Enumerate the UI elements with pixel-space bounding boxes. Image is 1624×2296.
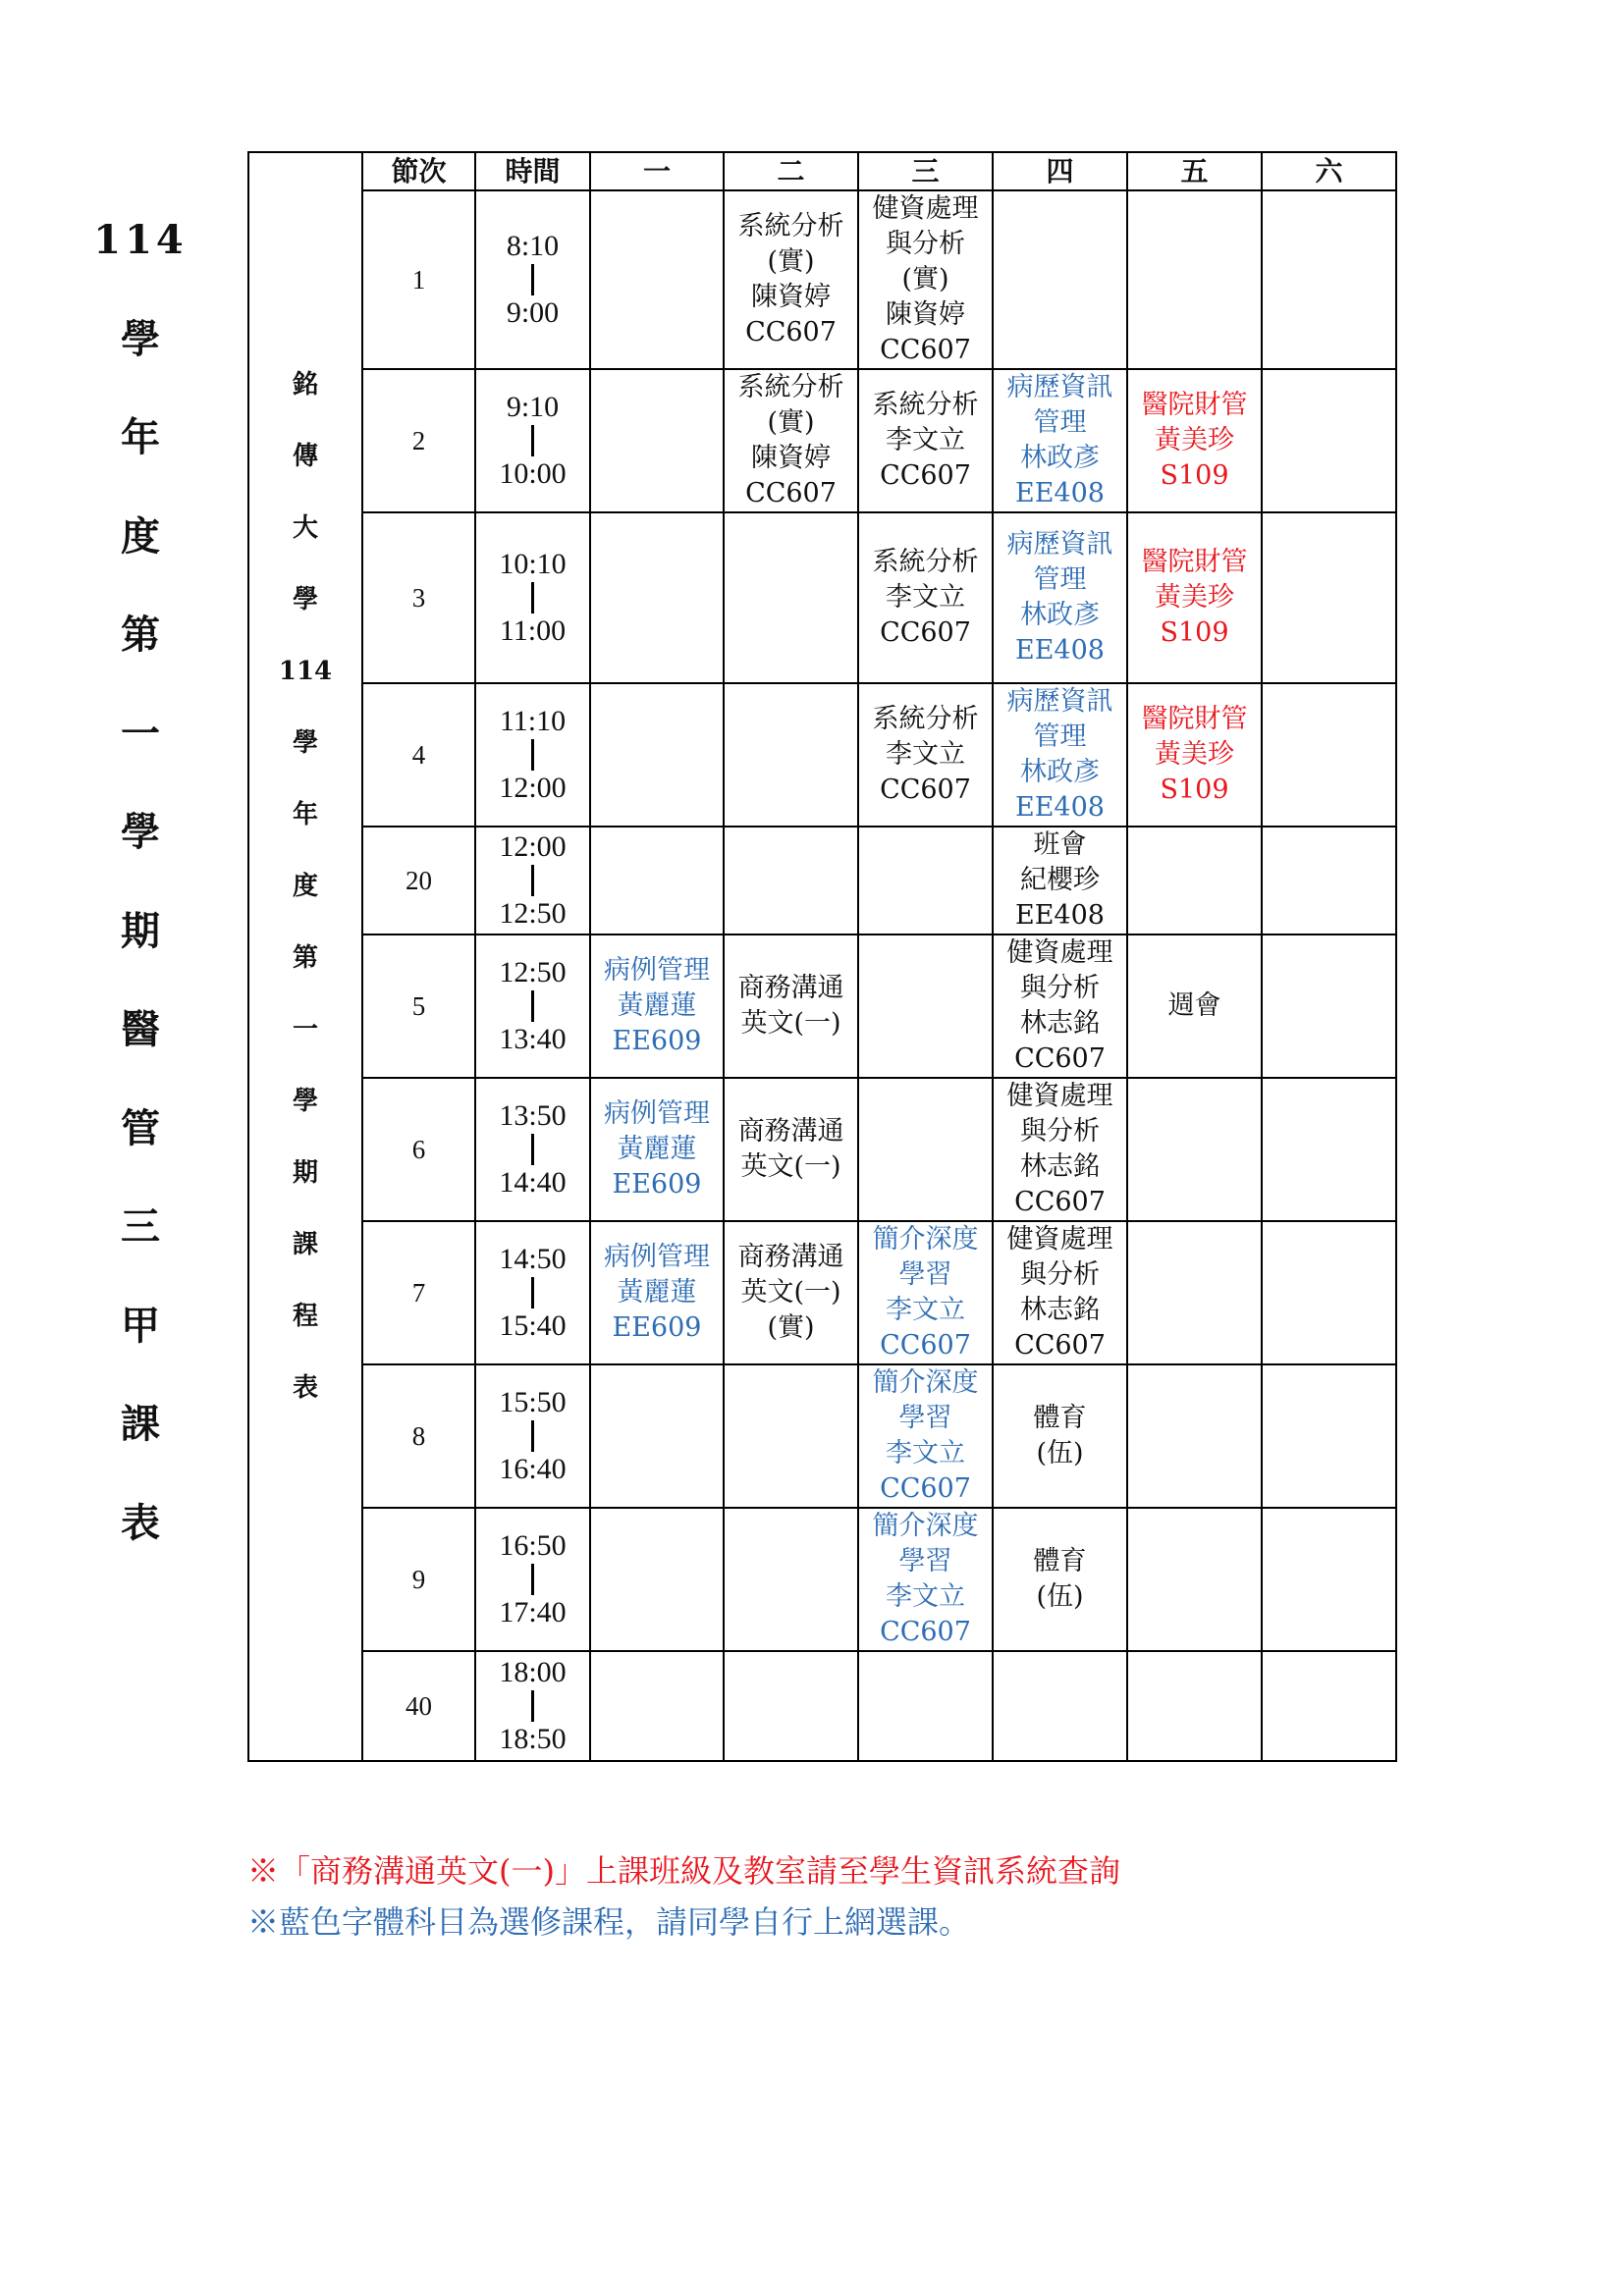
- title-char: 年: [121, 414, 160, 460]
- side-label-char: 一: [292, 1015, 318, 1044]
- course-cell: [724, 827, 858, 934]
- time-start: 12:50: [499, 956, 567, 988]
- period-cell: 9: [362, 1508, 475, 1651]
- course-cell: [858, 1651, 993, 1761]
- time-range: [476, 830, 589, 931]
- time-end: 18:50: [499, 1723, 567, 1755]
- course-line: 學習: [898, 1546, 952, 1576]
- time-separator: [531, 1690, 534, 1722]
- header-day: 三: [858, 152, 993, 190]
- course-cell: [724, 1508, 858, 1651]
- time-end: 15:40: [499, 1309, 567, 1342]
- course-line: 系統分析: [737, 211, 844, 241]
- course-cell: [993, 934, 1127, 1078]
- time-start: 10:10: [499, 548, 567, 580]
- course-cell: [1262, 1078, 1396, 1221]
- course-line: 管理: [1033, 721, 1087, 752]
- time-end: 16:40: [499, 1453, 567, 1485]
- course-line: 黃麗蓮: [617, 1134, 697, 1164]
- course-cell: [724, 1364, 858, 1508]
- course-line: 林政彥: [1020, 757, 1100, 787]
- course-line: 林政彥: [1020, 600, 1100, 630]
- time-separator: [531, 865, 534, 896]
- course-line: 黃美珍: [1155, 425, 1234, 455]
- course-cell: [858, 369, 993, 512]
- side-label-char: 銘: [292, 370, 318, 400]
- course-line: 簡介深度: [872, 1511, 979, 1541]
- course-cell: [590, 1078, 724, 1221]
- course-cell: [1262, 369, 1396, 512]
- course-cell: [1262, 827, 1396, 934]
- time-separator: [531, 582, 534, 614]
- course-line: 病例管理: [604, 1242, 710, 1272]
- course-cell: [993, 1078, 1127, 1221]
- side-label-char: 114: [278, 657, 333, 686]
- course-cell: [858, 190, 993, 369]
- course-cell: [993, 827, 1127, 934]
- course-cell: [590, 827, 724, 934]
- course-line: CC607: [745, 317, 837, 347]
- title-year: 114: [93, 217, 188, 263]
- course-line: 班會: [1033, 829, 1087, 860]
- course-line: S109: [1160, 460, 1229, 491]
- title-char: 學: [121, 315, 160, 362]
- course-line: CC607: [880, 1473, 971, 1504]
- course-cell: [858, 1508, 993, 1651]
- header-day: 二: [724, 152, 858, 190]
- course-line: EE408: [1015, 635, 1105, 666]
- title-char: 度: [121, 512, 160, 560]
- time-start: 13:50: [499, 1099, 567, 1132]
- course-line: 健資處理: [1006, 1081, 1113, 1111]
- time-start: 16:50: [499, 1529, 567, 1562]
- course-cell: [1262, 190, 1396, 369]
- header-day: 五: [1127, 152, 1262, 190]
- header-row: [248, 152, 1396, 190]
- course-line: 黃美珍: [1155, 582, 1234, 613]
- course-cell: [993, 369, 1127, 512]
- course-cell: [993, 1221, 1127, 1364]
- time-range: [476, 548, 589, 648]
- period-cell: 6: [362, 1078, 475, 1221]
- time-start: 18:00: [499, 1656, 567, 1688]
- course-cell: [1127, 1078, 1262, 1221]
- course-line: 病例管理: [604, 1098, 710, 1129]
- course-line: 體育: [1033, 1403, 1087, 1433]
- time-range: [476, 1529, 589, 1629]
- side-label-char: 度: [292, 872, 318, 901]
- title-char: 醫: [121, 1006, 160, 1052]
- course-line: (實): [767, 246, 815, 277]
- course-cell: [1262, 512, 1396, 683]
- time-end: 17:40: [499, 1596, 567, 1629]
- course-cell: [993, 1651, 1127, 1761]
- course-line: (伍): [1036, 1438, 1084, 1468]
- header-time: 時間: [475, 152, 590, 190]
- course-line: 李文立: [886, 1581, 965, 1612]
- course-line: 病例管理: [604, 955, 710, 986]
- course-line: 英文(一): [740, 1277, 841, 1308]
- course-line: 林政彥: [1020, 443, 1100, 473]
- course-line: 健資處理: [872, 193, 979, 224]
- course-line: EE609: [612, 1169, 702, 1200]
- time-range: [476, 1656, 589, 1756]
- course-cell: [1262, 683, 1396, 827]
- course-cell: [1262, 1221, 1396, 1364]
- title-char: 表: [121, 1499, 160, 1546]
- period-cell: 7: [362, 1221, 475, 1364]
- time-end: 13:40: [499, 1023, 567, 1055]
- header-day: 六: [1262, 152, 1396, 190]
- time-separator: [531, 1277, 534, 1308]
- course-line: 管理: [1033, 407, 1087, 438]
- course-cell: [1127, 683, 1262, 827]
- period-cell: 3: [362, 512, 475, 683]
- time-start: 11:10: [499, 705, 567, 737]
- course-line: 病歷資訊: [1006, 686, 1113, 717]
- course-line: 週會: [1167, 990, 1221, 1021]
- course-line: CC607: [880, 774, 971, 805]
- course-cell: [724, 512, 858, 683]
- time-start: 8:10: [506, 230, 560, 262]
- time-cell: [475, 1221, 590, 1364]
- course-line: 與分析: [1020, 1116, 1100, 1147]
- time-start: 9:10: [506, 391, 560, 423]
- course-line: 學習: [898, 1259, 952, 1290]
- course-line: 黃麗蓮: [617, 1277, 697, 1308]
- time-end: 12:00: [499, 772, 567, 804]
- course-cell: [858, 1221, 993, 1364]
- schedule-table: [247, 151, 1397, 1762]
- time-cell: [475, 1364, 590, 1508]
- side-label-char: 學: [292, 728, 318, 758]
- course-cell: [1262, 1364, 1396, 1508]
- period-cell: 2: [362, 369, 475, 512]
- title-char: 學: [121, 809, 160, 855]
- period-row: [248, 683, 1396, 827]
- side-label-char: 學: [292, 1087, 318, 1116]
- course-line: 健資處理: [1006, 1224, 1113, 1255]
- course-line: CC607: [745, 478, 837, 508]
- course-line: 陳資婷: [751, 282, 831, 312]
- course-line: 與分析: [886, 229, 965, 259]
- period-row: [248, 369, 1396, 512]
- vertical-title: [86, 191, 194, 1573]
- course-line: (實): [901, 264, 949, 294]
- period-row: [248, 1078, 1396, 1221]
- time-cell: [475, 1651, 590, 1761]
- course-cell: [1262, 1651, 1396, 1761]
- course-line: 學習: [898, 1403, 952, 1433]
- course-line: EE408: [1015, 792, 1105, 823]
- time-start: 12:00: [499, 830, 567, 863]
- course-cell: [724, 683, 858, 827]
- course-cell: [993, 1508, 1127, 1651]
- side-label-char: 第: [292, 943, 318, 973]
- course-cell: [590, 369, 724, 512]
- time-end: 9:00: [506, 296, 560, 329]
- time-start: 15:50: [499, 1386, 567, 1418]
- title-char: 期: [121, 907, 160, 954]
- course-line: CC607: [880, 1617, 971, 1647]
- course-cell: [993, 512, 1127, 683]
- time-range: [476, 956, 589, 1056]
- time-end: 10:00: [499, 457, 567, 490]
- course-line: 李文立: [886, 1438, 965, 1468]
- course-cell: [590, 190, 724, 369]
- course-cell: [858, 512, 993, 683]
- period-row: [248, 827, 1396, 934]
- course-cell: [590, 1364, 724, 1508]
- course-line: 李文立: [886, 582, 965, 613]
- period-cell: 1: [362, 190, 475, 369]
- period-row: [248, 512, 1396, 683]
- course-line: 管理: [1033, 564, 1087, 595]
- period-row: [248, 1651, 1396, 1761]
- course-line: 體育: [1033, 1546, 1087, 1576]
- note-line: ※藍色字體科目為選修課程，請同學自行上網選課。: [247, 1903, 971, 1941]
- time-separator: [531, 1564, 534, 1595]
- period-cell: 4: [362, 683, 475, 827]
- time-end: 12:50: [499, 897, 567, 930]
- course-line: CC607: [1014, 1043, 1106, 1074]
- course-line: 與分析: [1020, 1259, 1100, 1290]
- time-cell: [475, 1508, 590, 1651]
- course-line: 英文(一): [740, 1008, 841, 1039]
- course-line: EE408: [1015, 478, 1105, 508]
- header-day: 四: [993, 152, 1127, 190]
- course-line: 李文立: [886, 1295, 965, 1325]
- time-range: [476, 1243, 589, 1343]
- time-cell: [475, 1078, 590, 1221]
- notes: [247, 1845, 1120, 1948]
- course-cell: [1127, 190, 1262, 369]
- course-cell: [993, 1364, 1127, 1508]
- course-line: 林志銘: [1020, 1151, 1100, 1182]
- time-separator: [531, 990, 534, 1022]
- course-cell: [590, 1651, 724, 1761]
- course-cell: [1127, 1364, 1262, 1508]
- side-label-char: 年: [292, 800, 318, 829]
- course-cell: [1127, 1651, 1262, 1761]
- period-row: [248, 190, 1396, 369]
- header-period: 節次: [362, 152, 475, 190]
- course-line: 簡介深度: [872, 1367, 979, 1398]
- course-cell: [1127, 934, 1262, 1078]
- time-separator: [531, 1420, 534, 1452]
- time-cell: [475, 683, 590, 827]
- course-line: (伍): [1036, 1581, 1084, 1612]
- time-range: [476, 230, 589, 330]
- course-line: 陳資婷: [751, 443, 831, 473]
- course-line: CC607: [1014, 1187, 1106, 1217]
- course-line: 系統分析: [737, 372, 844, 402]
- course-line: 與分析: [1020, 973, 1100, 1003]
- course-cell: [1127, 369, 1262, 512]
- side-label-char: 大: [292, 513, 318, 543]
- course-line: CC607: [880, 335, 971, 365]
- course-line: 李文立: [886, 425, 965, 455]
- course-cell: [1262, 1508, 1396, 1651]
- time-cell: [475, 512, 590, 683]
- title-char: 管: [121, 1104, 160, 1151]
- course-cell: [590, 512, 724, 683]
- time-cell: [475, 827, 590, 934]
- course-line: CC607: [880, 460, 971, 491]
- period-row: [248, 1221, 1396, 1364]
- course-cell: [724, 1078, 858, 1221]
- note-line: ※「商務溝通英文(一)」上課班級及教室請至學生資訊系統查詢: [247, 1852, 1120, 1890]
- course-line: 病歷資訊: [1006, 372, 1113, 402]
- course-cell: [724, 934, 858, 1078]
- course-cell: [590, 1221, 724, 1364]
- course-line: 病歷資訊: [1006, 529, 1113, 560]
- time-cell: [475, 190, 590, 369]
- course-line: EE609: [612, 1312, 702, 1343]
- time-end: 14:40: [499, 1166, 567, 1199]
- course-line: 陳資婷: [886, 299, 965, 330]
- course-line: 系統分析: [872, 390, 979, 420]
- course-cell: [724, 1651, 858, 1761]
- course-line: 黃麗蓮: [617, 990, 697, 1021]
- course-line: EE609: [612, 1026, 702, 1056]
- period-cell: 20: [362, 827, 475, 934]
- title-char: 課: [121, 1401, 160, 1447]
- course-line: 系統分析: [872, 704, 979, 734]
- time-range: [476, 1386, 589, 1486]
- course-line: 商務溝通: [737, 1116, 844, 1147]
- time-separator: [531, 425, 534, 456]
- side-label-char: 表: [292, 1373, 318, 1403]
- period-row: [248, 1364, 1396, 1508]
- course-cell: [590, 1508, 724, 1651]
- course-cell: [993, 683, 1127, 827]
- course-cell: [1127, 512, 1262, 683]
- course-line: 林志銘: [1020, 1295, 1100, 1325]
- course-cell: [858, 1078, 993, 1221]
- course-line: S109: [1160, 774, 1229, 805]
- side-label-char: 學: [292, 585, 318, 614]
- course-cell: [993, 190, 1127, 369]
- course-line: 林志銘: [1020, 1008, 1100, 1039]
- course-cell: [858, 934, 993, 1078]
- time-cell: [475, 369, 590, 512]
- side-label: [248, 152, 362, 1761]
- course-line: 紀櫻珍: [1020, 865, 1100, 895]
- title-char: 第: [121, 612, 160, 658]
- course-line: 醫院財管: [1141, 704, 1248, 734]
- period-row: [248, 1508, 1396, 1651]
- course-line: 醫院財管: [1141, 547, 1248, 577]
- course-line: 商務溝通: [737, 973, 844, 1003]
- course-cell: [1127, 827, 1262, 934]
- time-end: 11:00: [499, 614, 567, 647]
- course-cell: [858, 827, 993, 934]
- course-line: 李文立: [886, 739, 965, 770]
- time-cell: [475, 934, 590, 1078]
- period-cell: 40: [362, 1651, 475, 1761]
- side-label-char: 期: [292, 1158, 318, 1188]
- time-separator: [531, 264, 534, 295]
- title-char: 三: [121, 1203, 160, 1250]
- course-cell: [858, 683, 993, 827]
- course-cell: [1127, 1221, 1262, 1364]
- course-line: S109: [1160, 617, 1229, 648]
- course-cell: [724, 1221, 858, 1364]
- side-label-char: 傳: [292, 442, 318, 471]
- course-line: EE408: [1015, 900, 1105, 931]
- period-row: [248, 934, 1396, 1078]
- time-separator: [531, 739, 534, 771]
- title-char: 一: [121, 710, 160, 757]
- course-line: 健資處理: [1006, 937, 1113, 968]
- course-line: 黃美珍: [1155, 739, 1234, 770]
- course-line: CC607: [880, 617, 971, 648]
- course-line: 英文(一): [740, 1151, 841, 1182]
- course-cell: [858, 1364, 993, 1508]
- period-cell: 5: [362, 934, 475, 1078]
- course-line: (實): [767, 407, 815, 438]
- course-line: 商務溝通: [737, 1242, 844, 1272]
- course-line: 簡介深度: [872, 1224, 979, 1255]
- side-label-char: 程: [292, 1302, 318, 1331]
- course-line: (實): [767, 1312, 815, 1343]
- course-cell: [590, 934, 724, 1078]
- course-line: 系統分析: [872, 547, 979, 577]
- course-line: CC607: [880, 1330, 971, 1361]
- course-cell: [1127, 1508, 1262, 1651]
- side-label-char: 課: [292, 1230, 318, 1259]
- title-char: 甲: [121, 1302, 160, 1349]
- course-cell: [590, 683, 724, 827]
- course-cell: [724, 369, 858, 512]
- time-range: [476, 1099, 589, 1200]
- time-separator: [531, 1134, 534, 1165]
- course-line: CC607: [1014, 1330, 1106, 1361]
- time-start: 14:50: [499, 1243, 567, 1275]
- course-cell: [1262, 934, 1396, 1078]
- course-line: 醫院財管: [1141, 390, 1248, 420]
- time-range: [476, 391, 589, 491]
- course-cell: [724, 190, 858, 369]
- period-cell: 8: [362, 1364, 475, 1508]
- time-range: [476, 705, 589, 805]
- header-day: 一: [590, 152, 724, 190]
